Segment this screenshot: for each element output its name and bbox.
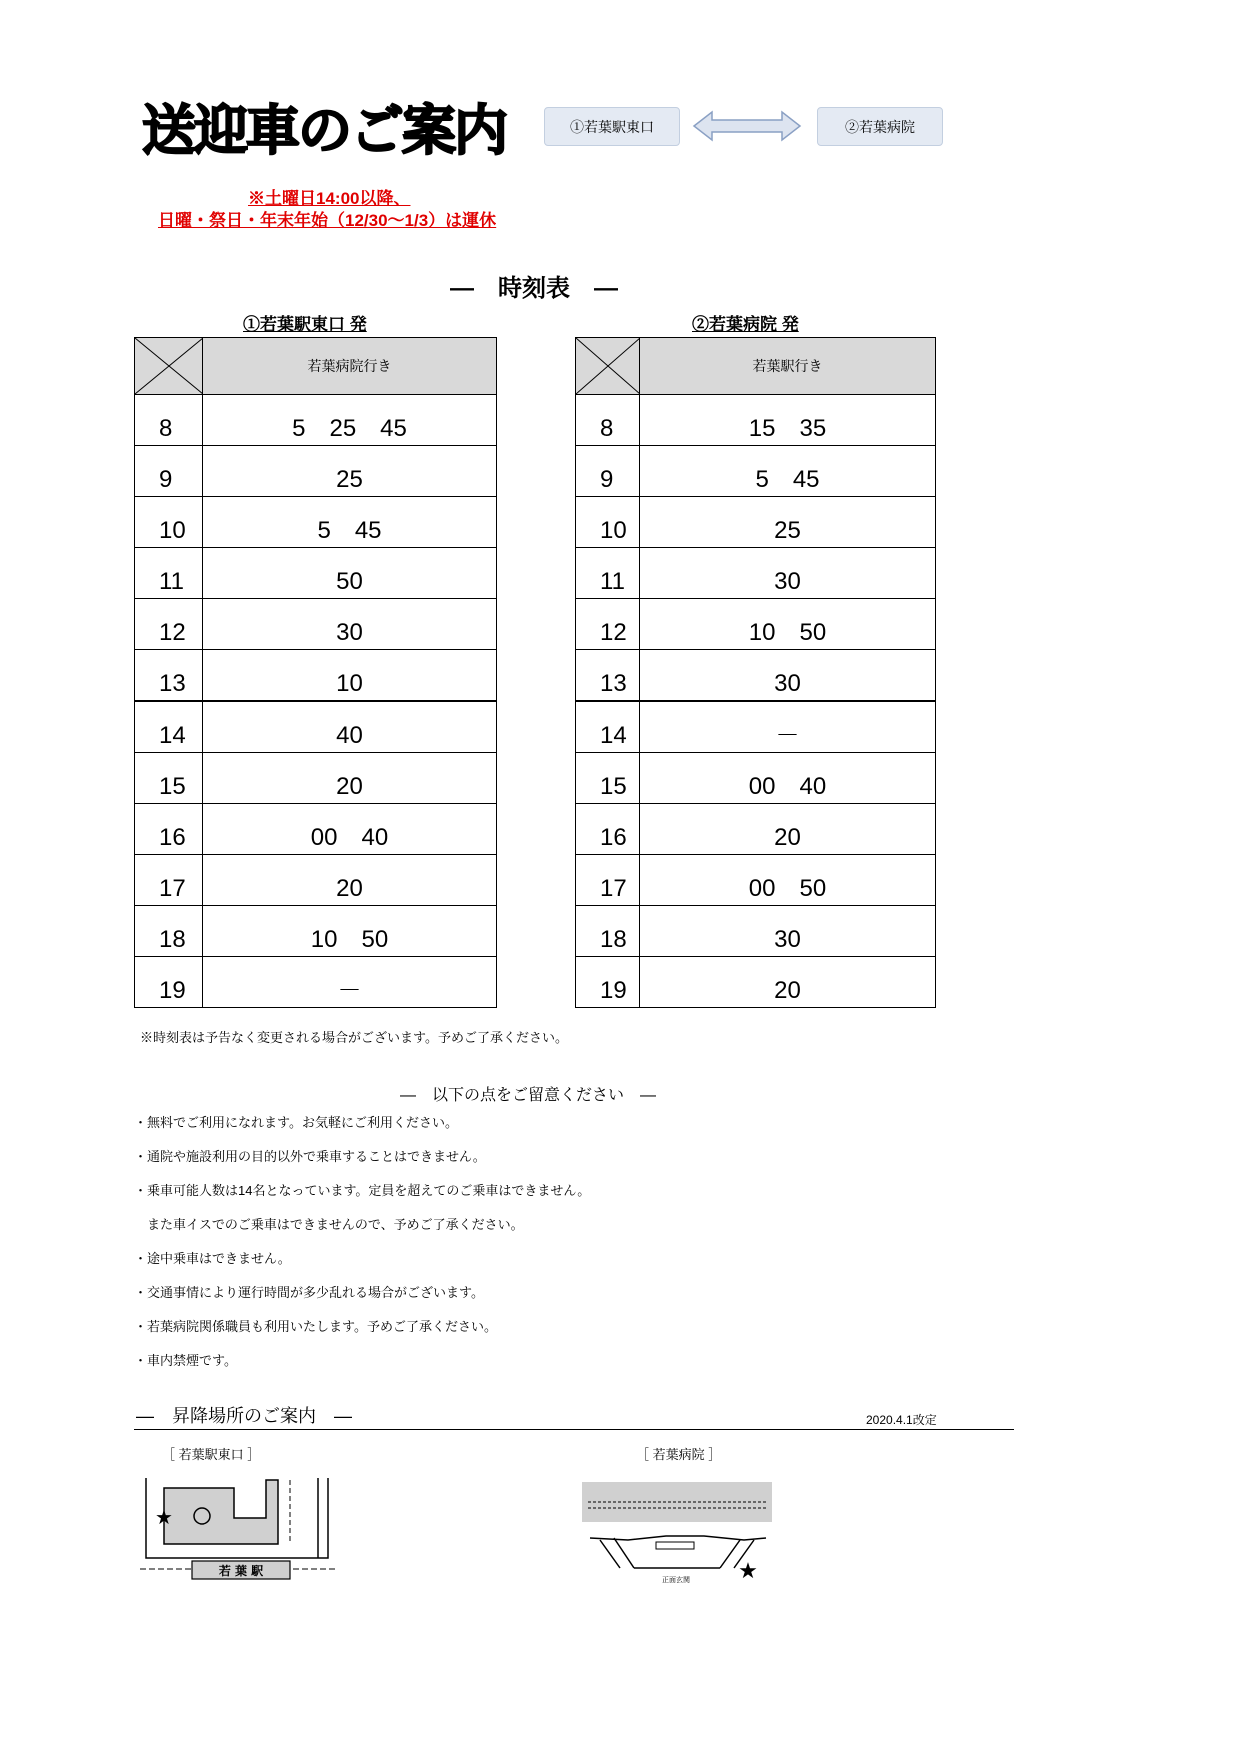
minutes-cell: 10: [203, 650, 497, 702]
timetable-row: [576, 701, 936, 753]
star-icon: ★: [738, 1559, 758, 1584]
minutes-cell: 00 50: [640, 855, 936, 906]
note-item: ・交通事情により運行時間が多少乱れる場合がございます。: [134, 1285, 484, 1300]
route-to-box: ②若葉病院: [817, 107, 943, 146]
hour-cell: 19: [135, 957, 203, 1008]
minutes-cell: 10 50: [640, 599, 936, 650]
hospital-map-label: ［ 若葉病院 ］: [636, 1447, 722, 1462]
hour-cell: 12: [576, 599, 640, 650]
timetable-row: [576, 753, 936, 804]
timetable-station: [134, 337, 497, 1008]
hour-cell: 11: [576, 548, 640, 599]
minutes-cell: 10 50: [203, 906, 497, 957]
station-map-label: ［ 若葉駅東口 ］: [162, 1447, 261, 1462]
timetable-row: [576, 497, 936, 548]
hour-cell: 11: [135, 548, 203, 599]
minutes-cell: 25: [640, 497, 936, 548]
minutes-cell: 50: [203, 548, 497, 599]
timetable-row: [576, 804, 936, 855]
hour-cell: 13: [135, 650, 203, 702]
minutes-cell: 5 45: [640, 446, 936, 497]
timetable-row: [135, 804, 497, 855]
hour-cell: 10: [135, 497, 203, 548]
note-item: ・無料でご利用になれます。お気軽にご利用ください。: [134, 1115, 458, 1130]
timetable-row: [576, 395, 936, 446]
timetable-row: [576, 650, 936, 702]
timetable-row: [135, 548, 497, 599]
timetable-row: [576, 446, 936, 497]
hour-cell: 15: [135, 753, 203, 804]
note-item: また車イスでのご乗車はできませんので、予めご了承ください。: [134, 1217, 524, 1232]
hour-cell: 18: [135, 906, 203, 957]
note-item: ・若葉病院関係職員も利用いたします。予めご了承ください。: [134, 1319, 497, 1334]
revision-date: 2020.4.1改定: [866, 1413, 937, 1427]
timetable-row: [576, 906, 936, 957]
hour-cell: 10: [576, 497, 640, 548]
bidirectional-arrow-icon: [692, 109, 802, 143]
timetable-row: [135, 957, 497, 1008]
note-item: ・乗車可能人数は14名となっています。定員を超えてのご乗車はできません。: [134, 1183, 591, 1198]
hour-cell: 17: [135, 855, 203, 906]
timetable-heading: — 時刻表 —: [450, 275, 618, 302]
page-title: 送迎車のご案内: [142, 99, 506, 162]
divider: [134, 1429, 1014, 1430]
timetable-row: [135, 701, 497, 753]
cross-icon: [135, 338, 203, 394]
minutes-cell: 20: [203, 753, 497, 804]
timetable-row: [135, 395, 497, 446]
minutes-cell: 20: [640, 957, 936, 1008]
hospital-map: [578, 1478, 778, 1588]
hour-cell: 14: [135, 701, 203, 753]
hour-cell: 14: [576, 701, 640, 753]
hour-cell: 12: [135, 599, 203, 650]
timetable-row: [576, 599, 936, 650]
hour-cell: 8: [135, 395, 203, 446]
hospital-entrance-sign: 正面玄関: [662, 1576, 690, 1584]
hour-cell: 16: [576, 804, 640, 855]
minutes-cell: 5 25 45: [203, 395, 497, 446]
minutes-cell: －: [203, 957, 497, 1008]
service-notice-line1: ※土曜日14:00以降、: [248, 189, 411, 208]
column-header: 若葉病院行き: [203, 338, 497, 395]
hour-cell: 18: [576, 906, 640, 957]
route-from-box: ①若葉駅東口: [544, 107, 680, 146]
notes-heading: — 以下の点をご留意ください —: [400, 1087, 657, 1104]
minutes-cell: 15 35: [640, 395, 936, 446]
minutes-cell: 20: [203, 855, 497, 906]
timetable-row: [576, 548, 936, 599]
hour-cell: 19: [576, 957, 640, 1008]
timetable-row: [135, 906, 497, 957]
timetable-row: [135, 650, 497, 702]
station-sign: 若 葉 駅: [218, 1564, 264, 1578]
boarding-places-heading: — 昇降場所のご案内 —: [136, 1406, 352, 1426]
corner-cross-cell: [576, 338, 640, 395]
note-item: ・車内禁煙です。: [134, 1353, 237, 1368]
hour-cell: 9: [576, 446, 640, 497]
column-header: 若葉駅行き: [640, 338, 936, 395]
minutes-cell: 30: [640, 906, 936, 957]
minutes-cell: 00 40: [203, 804, 497, 855]
star-icon: ★: [155, 1505, 173, 1529]
minutes-cell: 30: [203, 599, 497, 650]
minutes-cell: 40: [203, 701, 497, 753]
timetable-row: [135, 753, 497, 804]
timetable-footnote: ※時刻表は予告なく変更される場合がございます。予めご了承ください。: [140, 1030, 568, 1045]
hour-cell: 16: [135, 804, 203, 855]
timetable-row: [576, 957, 936, 1008]
timetable-hospital: [575, 337, 936, 1008]
timetable-row: [576, 855, 936, 906]
minutes-cell: 00 40: [640, 753, 936, 804]
minutes-cell: 30: [640, 650, 936, 702]
minutes-cell: 5 45: [203, 497, 497, 548]
minutes-cell: 25: [203, 446, 497, 497]
timetable-row: [135, 855, 497, 906]
note-item: ・通院や施設利用の目的以外で乗車することはできません。: [134, 1149, 486, 1164]
station-map: [140, 1468, 340, 1588]
hour-cell: 15: [576, 753, 640, 804]
hour-cell: 8: [576, 395, 640, 446]
corner-cross-cell: [135, 338, 203, 395]
hour-cell: 17: [576, 855, 640, 906]
minutes-cell: 20: [640, 804, 936, 855]
hour-cell: 9: [135, 446, 203, 497]
note-item: ・途中乗車はできません。: [134, 1251, 291, 1266]
minutes-cell: 30: [640, 548, 936, 599]
minutes-cell: －: [640, 701, 936, 753]
service-notice-line2: 日曜・祭日・年末年始（12/30～1/3）は運休: [158, 211, 497, 230]
hour-cell: 13: [576, 650, 640, 702]
left-timetable-caption: ①若葉駅東口 発: [243, 315, 367, 334]
timetable-row: [135, 599, 497, 650]
right-timetable-caption: ②若葉病院 発: [692, 315, 799, 334]
timetable-row: [135, 497, 497, 548]
cross-icon: [576, 338, 640, 394]
timetable-row: [135, 446, 497, 497]
